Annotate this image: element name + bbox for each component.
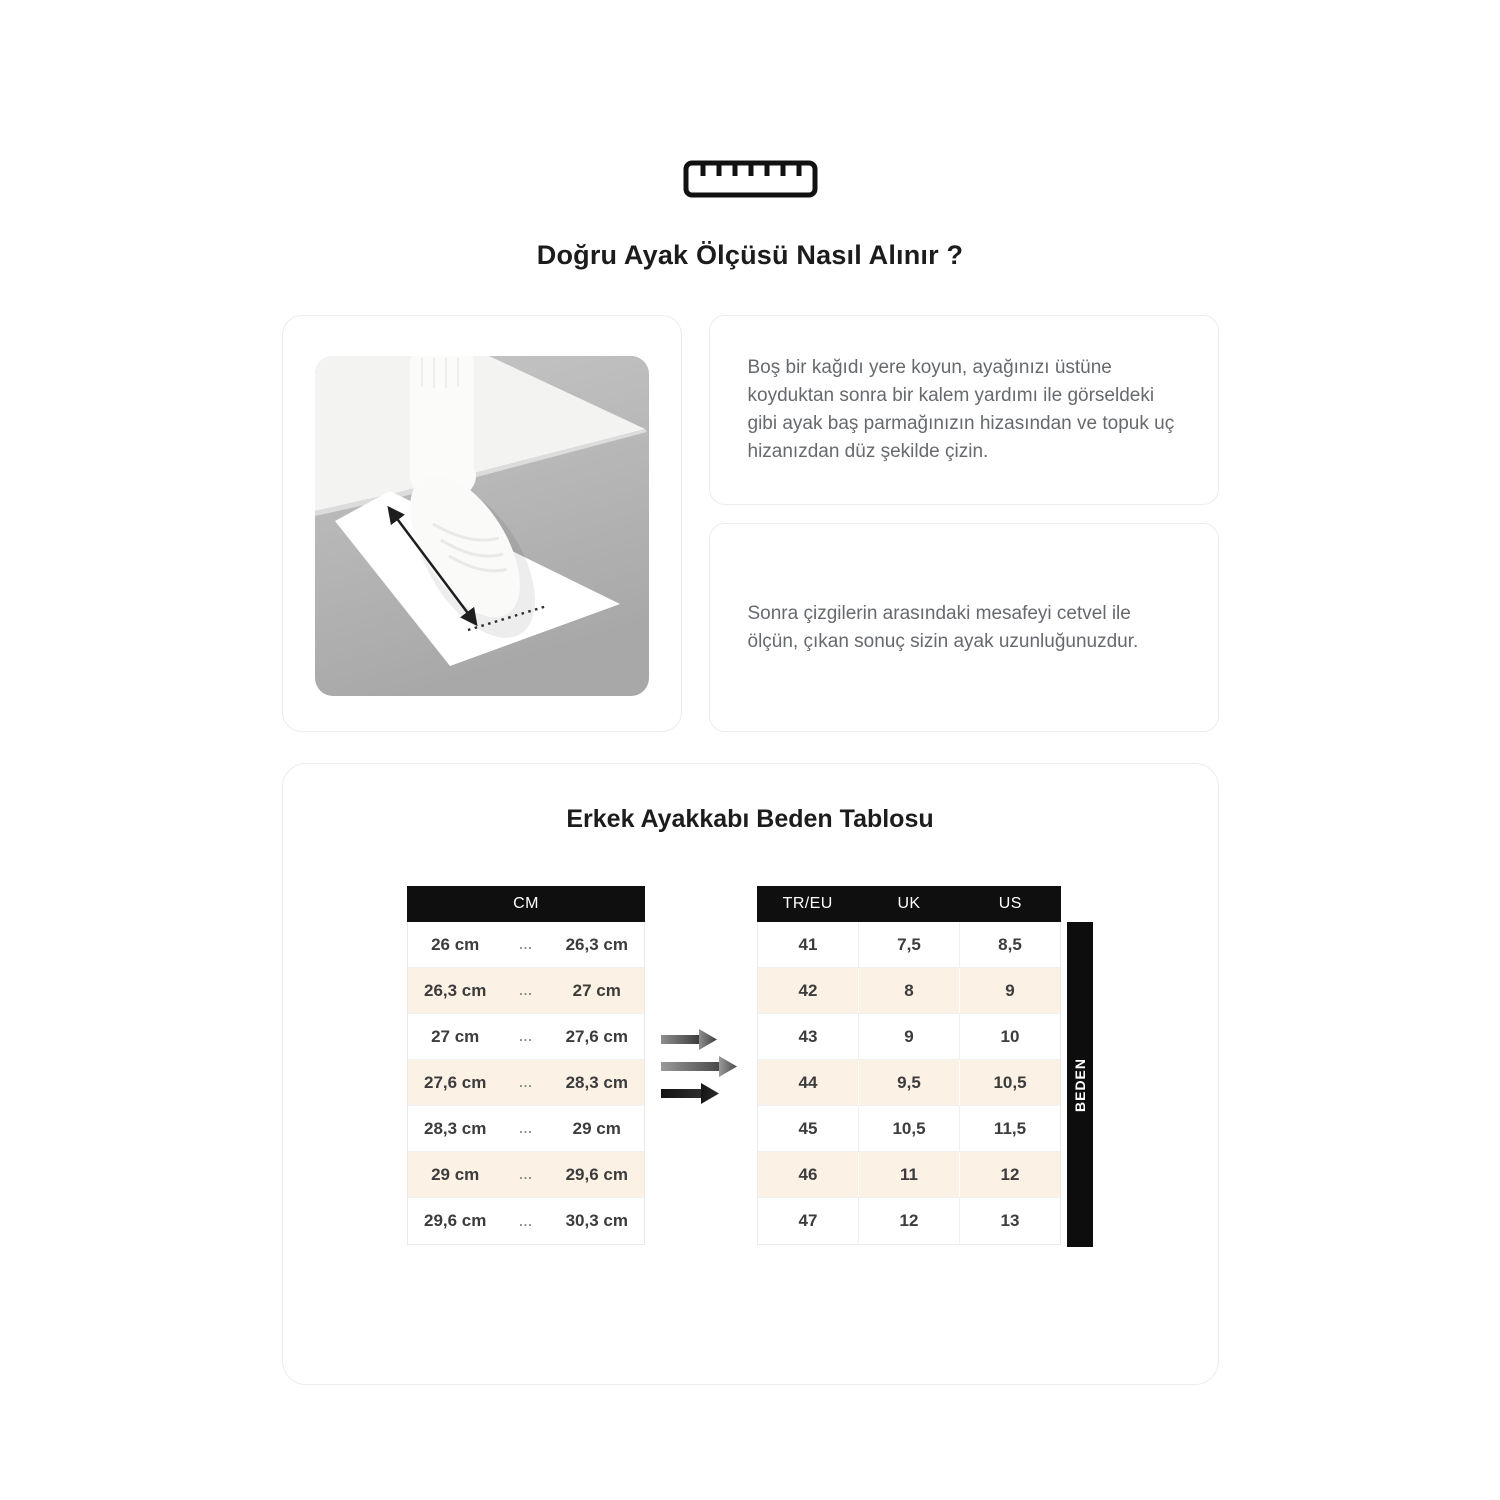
cm-table-row xyxy=(408,1152,644,1198)
instruction-step-1: Boş bir kağıdı yere koyun, ayağınızı üstüne koyduktan sonra bir kalem yardımı ile görseldeki gibi ayak baş parmağınızın hizasından ve topuk uç hizanızdan düz şekilde çizin. xyxy=(747,357,1175,462)
cm-from-value: 29,6 cm xyxy=(424,1211,487,1230)
foot-on-paper-illustration xyxy=(315,356,649,696)
cm-to-value: 27,6 cm xyxy=(565,1026,628,1046)
us-value: 10 xyxy=(1000,1026,1020,1046)
us-value: 12 xyxy=(1000,1164,1020,1184)
cm-table xyxy=(407,886,645,1245)
size-conversion-table xyxy=(757,886,1061,1245)
cm-separator: ... xyxy=(519,1121,533,1136)
cm-table-row xyxy=(408,1198,644,1244)
tr-eu-value: 44 xyxy=(758,1060,859,1105)
cm-table-row xyxy=(408,1014,644,1060)
size-table-row xyxy=(758,1152,1060,1198)
beden-label: BEDEN xyxy=(1072,1057,1088,1112)
instruction-cards xyxy=(709,315,1219,732)
cm-from-value: 28,3 cm xyxy=(424,1118,487,1138)
cm-from-value: 27,6 cm xyxy=(424,1072,487,1092)
instruction-card-1 xyxy=(709,315,1219,505)
cm-to-value: 29,6 cm xyxy=(565,1164,628,1184)
uk-value: 12 xyxy=(859,1198,960,1244)
size-table-body xyxy=(757,922,1061,1245)
us-value: 13 xyxy=(1000,1211,1020,1230)
uk-value: 10,5 xyxy=(859,1106,960,1151)
cm-table-row xyxy=(408,922,644,968)
instruction-card-2 xyxy=(709,523,1219,732)
size-table-card xyxy=(282,763,1219,1385)
us-value: 9 xyxy=(1005,980,1015,1000)
size-table-header xyxy=(757,886,1061,922)
cm-separator: ... xyxy=(519,937,533,952)
uk-value: 9,5 xyxy=(859,1060,960,1105)
conversion-arrows-icon xyxy=(659,1025,743,1109)
col-header-tr-eu: TR/EU xyxy=(782,895,833,912)
tr-eu-value: 47 xyxy=(758,1198,859,1244)
us-value: 10,5 xyxy=(993,1072,1027,1092)
foot-measure-photo xyxy=(315,356,649,696)
uk-value: 7,5 xyxy=(859,922,960,967)
tr-eu-value: 43 xyxy=(758,1014,859,1059)
size-section-title: Erkek Ayakkabı Beden Tablosu xyxy=(566,805,934,833)
beden-side-bar xyxy=(1067,922,1093,1247)
cm-to-value: 29 cm xyxy=(572,1118,621,1138)
foot-photo-card xyxy=(282,315,682,732)
cm-from-value: 27 cm xyxy=(431,1026,480,1046)
col-header-uk: UK xyxy=(897,895,921,912)
us-value: 11,5 xyxy=(993,1118,1027,1138)
size-table-row xyxy=(758,922,1060,968)
cm-to-value: 30,3 cm xyxy=(565,1211,628,1230)
uk-value: 11 xyxy=(859,1152,960,1197)
cm-table-body xyxy=(407,922,645,1245)
cm-to-value: 28,3 cm xyxy=(565,1072,628,1092)
size-guide-page xyxy=(282,0,1219,1385)
cm-separator: ... xyxy=(519,1213,533,1229)
size-table-row xyxy=(758,1198,1060,1244)
ruler-icon xyxy=(683,160,818,198)
cm-from-value: 26 cm xyxy=(431,934,480,954)
cm-separator: ... xyxy=(519,1029,533,1044)
size-table-row xyxy=(758,1106,1060,1152)
size-tables-row xyxy=(283,886,1218,1247)
cm-from-value: 26,3 cm xyxy=(424,980,487,1000)
tr-eu-value: 42 xyxy=(758,968,859,1013)
cm-separator: ... xyxy=(519,1075,533,1090)
tr-eu-value: 46 xyxy=(758,1152,859,1197)
instruction-step-2: Sonra çizgilerin arasındaki mesafeyi cetvel ile ölçün, çıkan sonuç sizin ayak uzunluğunuzdur. xyxy=(747,602,1139,652)
tr-eu-value: 41 xyxy=(758,922,859,967)
header-icon-row xyxy=(282,160,1219,198)
size-table-row xyxy=(758,1014,1060,1060)
us-value: 8,5 xyxy=(998,934,1022,954)
size-table-row xyxy=(758,1060,1060,1106)
cm-table-header: CM xyxy=(407,886,645,922)
uk-value: 8 xyxy=(859,968,960,1013)
cm-from-value: 29 cm xyxy=(431,1164,480,1184)
cm-to-value: 27 cm xyxy=(572,980,621,1000)
cm-table-row xyxy=(408,1106,644,1152)
cm-separator: ... xyxy=(519,983,533,998)
cm-to-value: 26,3 cm xyxy=(565,934,628,954)
cm-separator: ... xyxy=(519,1167,533,1182)
how-to-section xyxy=(282,315,1219,732)
tr-eu-value: 45 xyxy=(758,1106,859,1151)
cm-table-row xyxy=(408,1060,644,1106)
size-table-row xyxy=(758,968,1060,1014)
uk-value: 9 xyxy=(859,1014,960,1059)
col-header-us: US xyxy=(998,895,1022,912)
page-title: Doğru Ayak Ölçüsü Nasıl Alınır ? xyxy=(536,240,964,270)
cm-table-row xyxy=(408,968,644,1014)
